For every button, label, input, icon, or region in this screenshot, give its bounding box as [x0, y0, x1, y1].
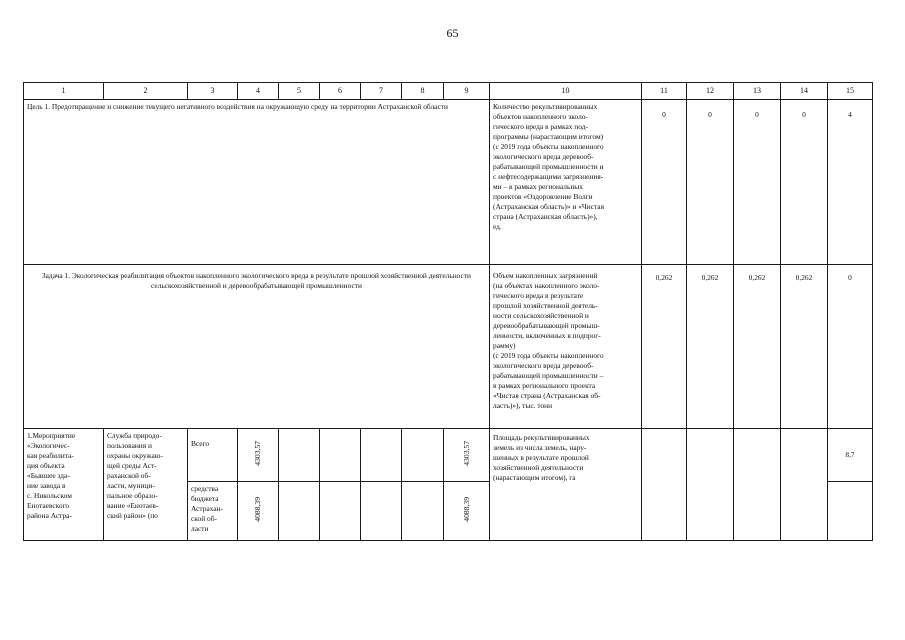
- budget-col4-cell: [238, 482, 279, 541]
- header-cell-9: 9: [444, 83, 490, 100]
- activity-executor: Служба природо- пользования и охраны окружаю- щей среды Аст- раханской об- ласти, муници- пальное образо- вание «Енотаев- ский район» (по: [104, 429, 188, 541]
- activity-col11-cell: [642, 429, 687, 541]
- header-cell-15: 15: [828, 83, 873, 100]
- activity-col12-cell: [687, 429, 734, 541]
- header-row: [24, 83, 873, 100]
- header-cell-12: 12: [687, 83, 734, 100]
- activity-row-total: [24, 429, 873, 482]
- budget-col15-cell: [828, 482, 873, 541]
- budget-col7-cell: [361, 482, 402, 541]
- task-value-col15: 0: [828, 265, 873, 429]
- header-cell-2: 2: [104, 83, 188, 100]
- goal-value-col14: 0: [781, 100, 828, 265]
- task-value-col13: 0,262: [734, 265, 781, 429]
- goal-indicator: Количество рекультивированных объектов накопленного эколо- гического вреда в рамках под- программы (нарастающим итогом) (с 2019 года объекты накопленного экологического вреда деревооб- рабатывающей промышленности и с нефтесодержащими загрязнения- ми – в рамках региональных проектов «Оздоровление Волги (Астраханская область)» и «Чистая страна (Астраханская область)»), ед.: [490, 100, 642, 265]
- program-table: [23, 82, 873, 541]
- task-indicator: Объем накопленных загрязнений (на объектах накопленного эколо- гического вреда в результате прошлой хозяйственной деятель- ности сельскохозяйственной и деревообрабатывающей промыш- ленности, включенных в подпрог- рамму) (с 2019 года объекты накопленного экологического вреда деревооб- рабатывающей промышленности – в рамках регионального проекта «Чистая страна (Астраханская об- ласть)»), тыс. тонн: [490, 265, 642, 429]
- task-value-col11: 0,262: [642, 265, 687, 429]
- header-cell-14: 14: [781, 83, 828, 100]
- task-row: [24, 265, 873, 429]
- header-cell-5: 5: [279, 83, 320, 100]
- total-col9-cell: [444, 429, 490, 482]
- total-col7-cell: [361, 429, 402, 482]
- total-col8-cell: [402, 429, 444, 482]
- budget-col5-cell: [279, 482, 320, 541]
- page-number: 65: [446, 26, 459, 40]
- budget-col9-value: 4088,39: [461, 497, 471, 522]
- goal-value-col13: 0: [734, 100, 781, 265]
- header-cell-8: 8: [402, 83, 444, 100]
- total-col9-value: 4303,57: [461, 441, 471, 466]
- total-col4-cell: [238, 429, 279, 482]
- task-value-col12: 0,262: [687, 265, 734, 429]
- total-col6-cell: [320, 429, 361, 482]
- goal-value-col11: 0: [642, 100, 687, 265]
- task-value-col14: 0,262: [781, 265, 828, 429]
- total-col5-cell: [279, 429, 320, 482]
- goal-value-col12: 0: [687, 100, 734, 265]
- budget-col8-cell: [402, 482, 444, 541]
- activity-col13-cell: [734, 429, 781, 541]
- header-cell-6: 6: [320, 83, 361, 100]
- funding-source-budget: средства бюджета Астрахан- ской об- ласти: [188, 482, 238, 541]
- activity-value-col15: 8,7: [828, 429, 873, 482]
- funding-source-total: Всего: [188, 429, 238, 482]
- header-cell-11: 11: [642, 83, 687, 100]
- activity-indicator: Площадь рекультивированных земель из числа земель, нару- шенных в результате прошлой хозяйственной деятельности (нарастающим итогом), га: [490, 429, 642, 541]
- header-cell-10: 10: [490, 83, 642, 100]
- goal-text: Цель 1. Предотвращение и снижение текущего негативного воздействия на окружающую среду на территории Астраханской области: [24, 100, 490, 265]
- budget-col6-cell: [320, 482, 361, 541]
- activity-col14-cell: [781, 429, 828, 541]
- budget-col4-value: 4088,39: [253, 497, 262, 522]
- header-cell-1: 1: [24, 83, 104, 100]
- total-col4-value: 4303,57: [253, 441, 262, 466]
- budget-col9-cell: [444, 482, 490, 541]
- activity-name: 1.Мероприятие «Экологичес- кая реабилита- ция объекта «Бывшее зда- ние завода в с. Никольском Енотаевского района Астра-: [24, 429, 104, 541]
- goal-value-col15: 4: [828, 100, 873, 265]
- header-cell-3: 3: [188, 83, 238, 100]
- header-cell-4: 4: [238, 83, 279, 100]
- header-cell-13: 13: [734, 83, 781, 100]
- header-cell-7: 7: [361, 83, 402, 100]
- goal-row: [24, 100, 873, 265]
- task-text: Задача 1. Экологическая реабилитация объектов накопленного экологического вреда в результате прошлой хозяйственной деятельности сельскохозяйственной и деревообрабатывающей промышленности: [24, 265, 490, 429]
